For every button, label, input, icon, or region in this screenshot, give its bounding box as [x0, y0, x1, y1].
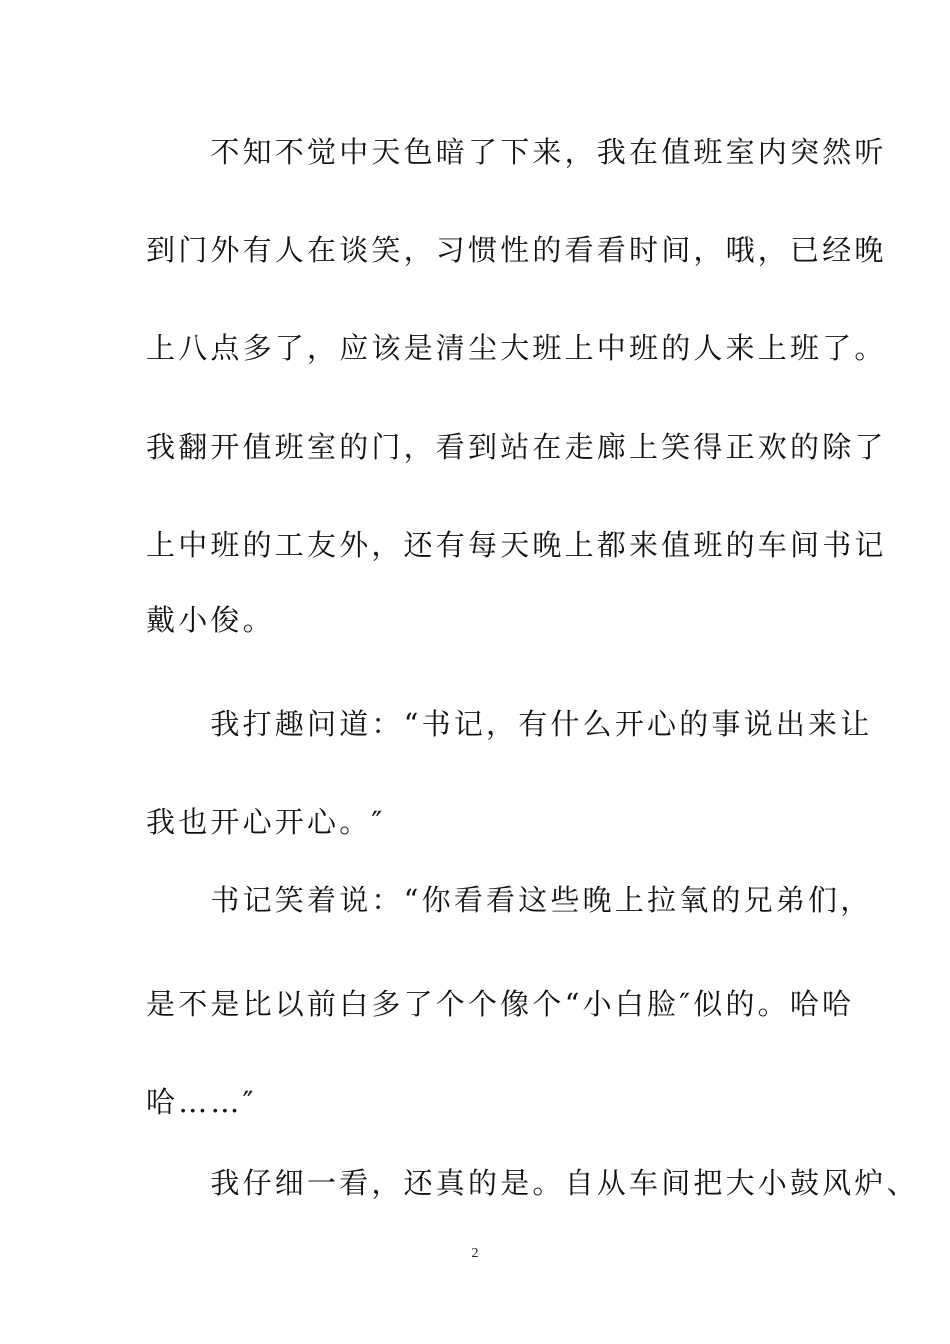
text-line: 不知不觉中天色暗了下来，我在值班室内突然听	[146, 135, 887, 169]
text-line: 是不是比以前白多了个个像个“小白脸″似的。哈哈	[146, 987, 855, 1021]
text-line: 我打趣问道：“书记，有什么开心的事说出来让	[146, 707, 873, 741]
text-line: 到门外有人在谈笑，习惯性的看看时间，哦，已经晚	[146, 233, 887, 267]
text-line: 我翻开值班室的门，看到站在走廊上笑得正欢的除了	[146, 430, 887, 464]
text-line: 哈……″	[146, 1085, 257, 1119]
text-line: 书记笑着说：“你看看这些晚上拉氧的兄弟们，	[146, 883, 873, 917]
text-line: 戴小俊。	[146, 603, 275, 637]
page-number: 2	[471, 1246, 479, 1261]
text-line: 我也开心开心。″	[146, 805, 386, 839]
text-line: 上八点多了，应该是清尘大班上中班的人来上班了。	[146, 331, 887, 365]
text-line: 上中班的工友外，还有每天晚上都来值班的车间书记	[146, 528, 887, 562]
text-line: 我仔细一看，还真的是。自从车间把大小鼓风炉、	[146, 1166, 919, 1200]
